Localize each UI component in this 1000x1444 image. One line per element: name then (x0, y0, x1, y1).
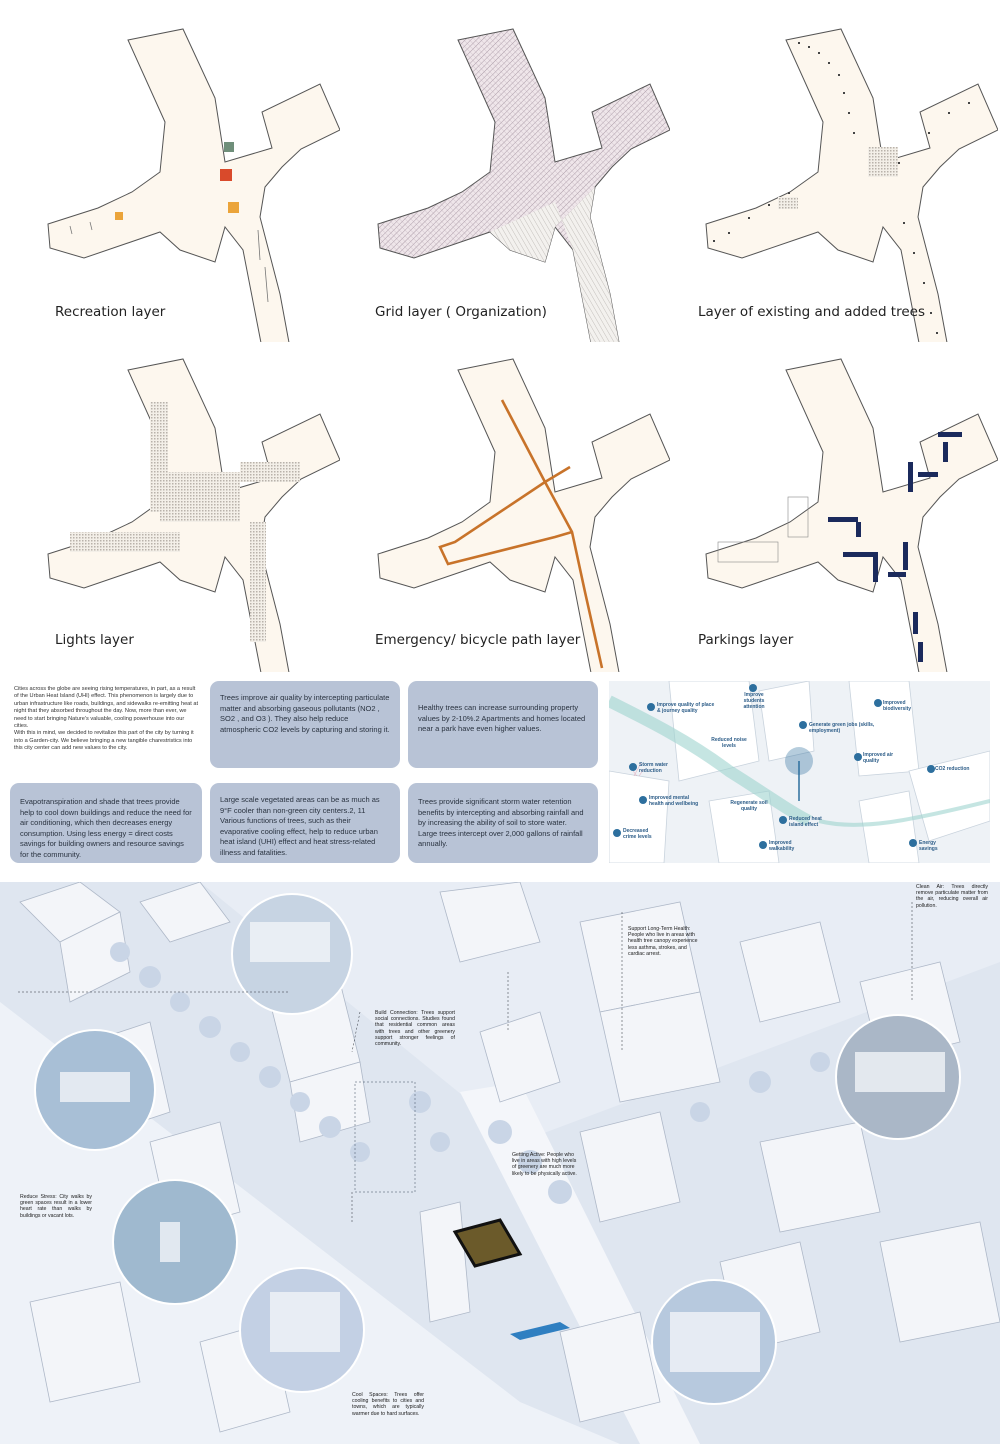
benefit-label: Generate green jobs (skills, employment) (809, 722, 875, 734)
benefit-label: Improved mental health and wellbeing (649, 795, 699, 807)
benefit-label: Improved walkability (769, 840, 795, 852)
info-card-storm-water: Trees provide significant storm water retention benefits by intercepting and absorbing rainfall and by increasing the ability of soil to store water. Large trees intercept over 2,000 gallons of rainfall annually. (408, 783, 598, 863)
benefit-label: Reduced noise levels (711, 737, 747, 749)
layer-trees (668, 12, 998, 342)
layer-parking (668, 342, 998, 672)
layer-path (340, 342, 670, 672)
intro-paragraph: Cities across the globe are seeing rising temperatures, in part, as a result of the Urban Heat Island (UHI) effect. This phenomenon is largely due to urban infrastructure like roads, buildings, and sidewalks re-emitting heat at night that they absorbed throughout the day. Now, more than ever, we need to start bringing Nature's valuable, cooling powerhouse into our cities. (14, 686, 199, 730)
info-card-energy: Evapotranspiration and shade that trees provide help to cool down buildings and reduce the need for air conditioning, which then decreases energy consumption. Using less energy = direct costs savings for building owners and resource savings for the community. (10, 783, 202, 863)
benefit-icon (759, 841, 767, 849)
callout-active: Getting Active: People who live in areas with high levels of greenery are much more likely to be physically active. (512, 1152, 577, 1177)
layer-lights (10, 342, 340, 672)
layer-title: Lights layer (55, 632, 134, 648)
benefit-icon (613, 829, 621, 837)
intro-text (14, 686, 200, 753)
benefit-icon (874, 699, 882, 707)
benefit-icon (927, 765, 935, 773)
benefit-icon (749, 684, 757, 692)
benefit-icon (647, 703, 655, 711)
benefit-label: Storm water reduction (639, 762, 668, 774)
benefit-icon (629, 763, 637, 771)
benefit-icon (779, 816, 787, 824)
info-card-air-quality: Trees improve air quality by intercepting particulate matter and absorbing gaseous pollutants (NO2 , SO2 , and O3 ). They also help reduce atmospheric CO2 levels by capturing and storing it. (210, 681, 400, 768)
benefit-label: Reduced heat island effect (789, 816, 822, 828)
callout-health: Support Long-Term Health: People who live in areas with health tree canopy experience less asthma, strokes, and cardiac arrest. (628, 926, 698, 957)
benefit-label: Regenerate soil quality (730, 800, 768, 812)
info-card-heat-island: Large scale vegetated areas can be as much as 9°F cooler than non-green city centers.2, 11 Various functions of trees, such as their evaporative cooling effect, help to reduce urban heat island (UHI) effect and heat stress-related illness and fatalities. (210, 783, 400, 863)
benefits-illustration (609, 681, 990, 863)
layer-title: Grid layer ( Organization) (375, 304, 547, 320)
info-card-property: Healthy trees can increase surrounding property values by 2-10%.2 Apartments and homes located near a park have even higher values. (408, 681, 598, 768)
benefit-label: Improve quality of place & journey quality (657, 702, 715, 714)
benefit-icon (854, 753, 862, 761)
intro-paragraph-2: With this in mind, we decided to revitalize this part of the city by turning it into a Garden-city. We believe bringing a new tangible charestristics into this city center can add new values to the city. (14, 730, 194, 752)
layer-title: Emergency/ bicycle path layer (375, 632, 581, 648)
benefit-label: Improved air quality (863, 752, 894, 764)
benefit-label: Decreased crime levels (623, 828, 652, 840)
benefit-label: Improved biodiversity (883, 700, 912, 712)
callout-connection: Build Connection: Trees support social connections. Studies found that residential common areas with trees and other greenery support stronger feelings of community. (375, 1010, 455, 1048)
layer-title: Layer of existing and added trees (698, 304, 925, 320)
benefit-icon (639, 796, 647, 804)
layer-title: Parkings layer (698, 632, 794, 648)
callout-cool: Cool Spaces: Trees offer cooling benefits to cities and towns, which are typically warmer due to hard surfaces. (352, 1392, 424, 1417)
benefit-icon (909, 839, 917, 847)
layer-grid (340, 12, 670, 342)
benefit-label: Improve students attention (743, 692, 765, 710)
aerial-render (0, 882, 1000, 1444)
benefit-label: CO2 reduction (935, 766, 970, 772)
benefit-icon (799, 721, 807, 729)
callout-stress: Reduce Stress: City walks by green spaces result in a lower heart rate than walks by buildings or vacant lots. (20, 1194, 92, 1219)
layer-recreation (10, 12, 340, 342)
callout-clean-air: Clean Air: Trees directly remove particulate matter from the air, reducing overall air pollution. (916, 884, 988, 909)
benefit-label: Energy savings (919, 840, 938, 852)
layer-title: Recreation layer (55, 304, 166, 320)
